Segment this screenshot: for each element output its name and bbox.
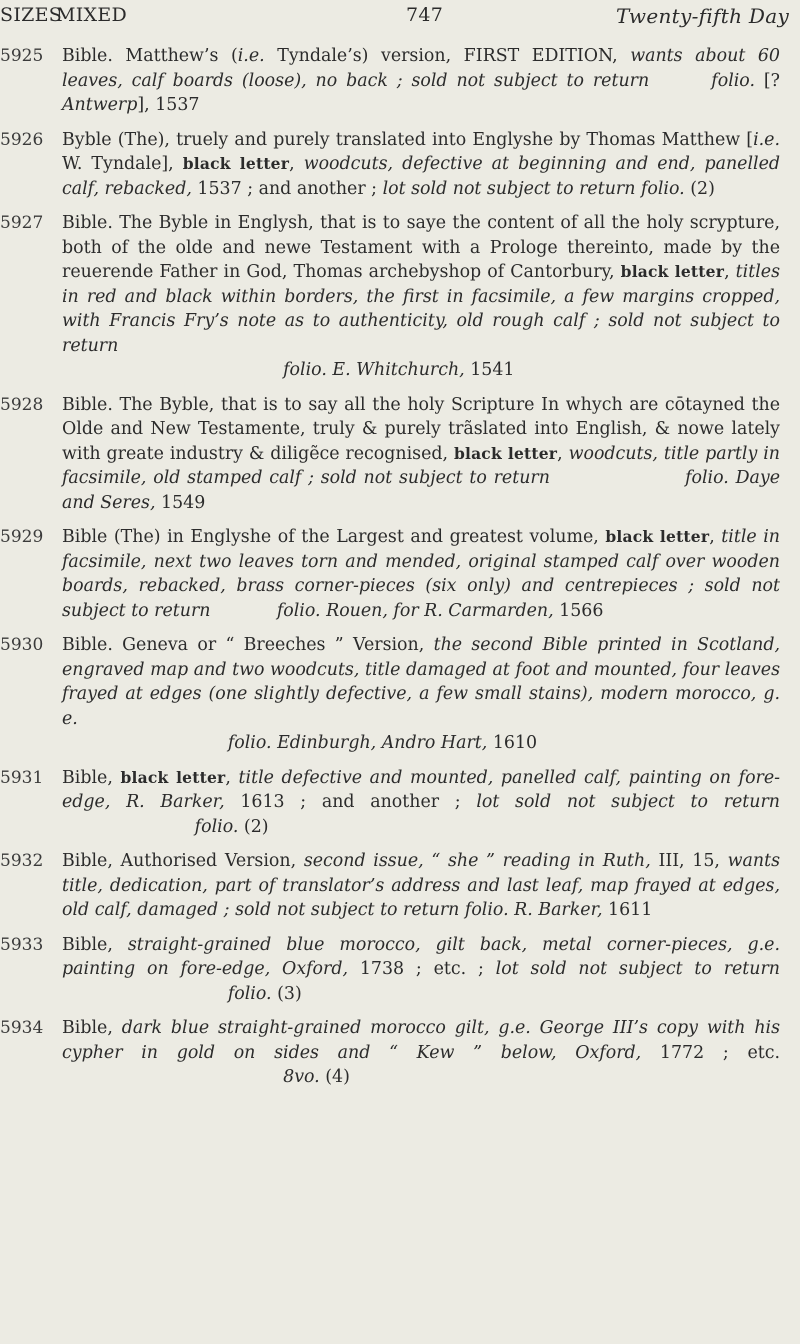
description-text: Bible, Authorised Version,: [62, 851, 304, 871]
lot-entry: [0, 1016, 800, 1090]
description-text: 1610: [487, 733, 538, 753]
description-text: folio.: [711, 70, 756, 91]
lot-number: 5932: [0, 851, 44, 871]
lot-description: [62, 1016, 780, 1090]
lot-number: 5934: [0, 1018, 44, 1038]
lot-description: [62, 849, 780, 923]
description-text: III, 15,: [650, 851, 728, 871]
lot-number: 5927: [0, 213, 44, 233]
black-letter-term: black letter: [120, 767, 226, 787]
description-text: wants title, dedication, part of translator’s address and last leaf, map frayed at edges, old calf, damaged ; sold not subject to return folio. R. Barker,: [62, 851, 780, 920]
description-text: wants about 60 leaves, calf boards (loose), no back ; sold not subject to return: [62, 46, 780, 91]
description-text: folio. Daye and Seres,: [62, 468, 781, 513]
description-text: Bible,: [62, 767, 121, 788]
description-text: Antwerp: [62, 95, 138, 115]
description-text: (2): [684, 178, 715, 199]
lot-list: [0, 44, 800, 1100]
description-text: [62, 733, 228, 753]
description-text: ,: [709, 527, 722, 547]
header-day: Twenty-fifth Day: [616, 4, 790, 28]
description-text: Bible,: [62, 1018, 122, 1038]
description-text: [62, 817, 195, 837]
description-text: 1566: [553, 600, 604, 621]
description-text: 1738 ; etc. ;: [348, 959, 496, 979]
description-text: 1611: [602, 900, 653, 920]
description-text: [211, 601, 277, 621]
lot-description: [62, 633, 780, 756]
lot-number: 5926: [0, 129, 44, 150]
description-text: straight-grained blue morocco, gilt back, metal corner-pieces, g.e. painting on fore-edge, Oxford,: [62, 934, 780, 979]
description-text: woodcuts, defective at beginning and end, panelled calf, rebacked,: [62, 154, 781, 199]
lot-entry: [0, 128, 800, 202]
description-text: lot sold not subject to return: [495, 959, 781, 979]
description-text: ,: [724, 262, 736, 282]
description-text: titles in red and black within borders, the first in facsimile, a few margins cropped, with Francis Fry’s note as to authenticity, old rough calf ; sold not subject to return: [62, 262, 780, 356]
description-text: 1772 ; etc.: [641, 1042, 781, 1063]
description-text: title in facsimile, next two leaves torn and mended, original stamped calf over wooden boards, rebacked, brass corner-pieces (six only) and centrepieces ; sold not subject to return: [62, 527, 780, 621]
description-text: i.e.: [753, 129, 780, 150]
description-text: [62, 1067, 283, 1087]
description-text: 1613 ; and another ;: [224, 792, 477, 812]
black-letter-term: black letter: [453, 443, 558, 463]
lot-number: 5931: [0, 767, 44, 788]
black-letter-term: black letter: [605, 527, 710, 546]
lot-entry: [0, 933, 800, 1007]
description-text: [550, 468, 685, 488]
header-sizes: SIZES: [0, 4, 63, 26]
lot-number: 5933: [0, 934, 44, 955]
description-text: [649, 71, 711, 91]
lot-number: 5930: [0, 635, 44, 655]
description-text: W. Tyndale],: [62, 154, 183, 174]
description-text: Bible (The) in Englyshe of the Largest and greatest volume,: [62, 527, 606, 547]
lot-entry: [0, 393, 800, 516]
lot-entry: [0, 849, 800, 923]
description-text: ], 1537: [137, 95, 200, 115]
description-text: second issue, “ she ” reading in Ruth,: [303, 851, 651, 871]
description-text: Bible. The Byble in Englysh, that is to saye the content of all the holy scrypture, both of the olde and newe Testament with a Prologe thereinto, made by the reuerende Father in God, Thomas archebyshop of Cantorbury,: [62, 213, 780, 282]
description-text: woodcuts, title partly in facsimile, old stamped calf ; sold not subject to return: [62, 443, 780, 488]
page-number: 747: [406, 4, 444, 26]
lot-entry: [0, 525, 800, 623]
lot-entry: [0, 766, 800, 840]
description-text: (3): [271, 983, 302, 1004]
lot-number: 5928: [0, 394, 44, 415]
lot-description: [62, 933, 780, 1007]
lot-description: [62, 766, 780, 840]
description-text: folio. Edinburgh, Andro Hart,: [227, 733, 488, 753]
description-text: [?: [755, 70, 780, 91]
description-text: Bible. The Byble, that is to say all the holy Scripture In whych are cōtayned the Olde and New Testamente, truly & purely trãslated into English, & nowe lately with greate industry & diligẽce recognised,: [62, 394, 780, 464]
description-text: folio.: [227, 983, 272, 1004]
running-header: [0, 4, 800, 38]
lot-description: [62, 44, 780, 118]
description-text: folio. E. Whitchurch,: [283, 360, 465, 380]
description-text: dark blue straight-grained morocco gilt, g.e. George III’s copy with his cypher in gold on sides and “ Kew ” below, Oxford,: [62, 1018, 781, 1063]
description-text: Tyndale’s) version, FIRST EDITION,: [264, 46, 631, 66]
description-text: i.e.: [237, 46, 265, 66]
description-text: 8vo.: [283, 1067, 320, 1087]
description-text: ,: [557, 443, 569, 464]
description-text: (4): [319, 1067, 350, 1087]
description-text: Byble (The), truely and purely translated into Englyshe by Thomas Matthew [: [62, 129, 754, 150]
description-text: [62, 360, 283, 380]
description-text: [62, 984, 228, 1004]
description-text: 1537 ; and another ;: [191, 178, 383, 199]
description-text: the second Bible printed in Scotland, engraved map and two woodcuts, title damaged at foot and mounted, four leaves frayed at edges (one slightly defective, a few small stains), modern morocco, g. e.: [62, 635, 780, 729]
description-text: ,: [289, 154, 304, 174]
description-text: 1541: [464, 360, 515, 380]
header-mixed: MIXED: [56, 4, 128, 26]
black-letter-term: black letter: [620, 262, 725, 281]
description-text: ,: [225, 767, 239, 788]
description-text: folio. Rouen, for R. Carmarden,: [276, 600, 554, 621]
lot-description: [62, 211, 780, 383]
black-letter-term: black letter: [182, 154, 290, 173]
description-text: Bible. Geneva or “ Breeches ” Version,: [62, 635, 434, 655]
description-text: Bible,: [62, 934, 128, 955]
lot-description: [62, 525, 780, 623]
lot-number: 5929: [0, 527, 44, 547]
description-text: lot sold not subject to return folio.: [382, 178, 685, 199]
lot-entry: [0, 44, 800, 118]
description-text: title defective and mounted, panelled calf, painting on fore-edge, R. Barker,: [62, 767, 781, 812]
lot-entry: [0, 211, 800, 383]
lot-entry: [0, 633, 800, 756]
description-text: folio.: [194, 816, 239, 837]
description-text: Bible. Matthew’s (: [62, 46, 238, 66]
description-text: lot sold not subject to return: [476, 792, 780, 812]
description-text: (2): [238, 816, 269, 837]
lot-description: [62, 393, 780, 516]
lot-description: [62, 128, 780, 202]
description-text: 1549: [155, 492, 206, 513]
lot-number: 5925: [0, 46, 44, 66]
